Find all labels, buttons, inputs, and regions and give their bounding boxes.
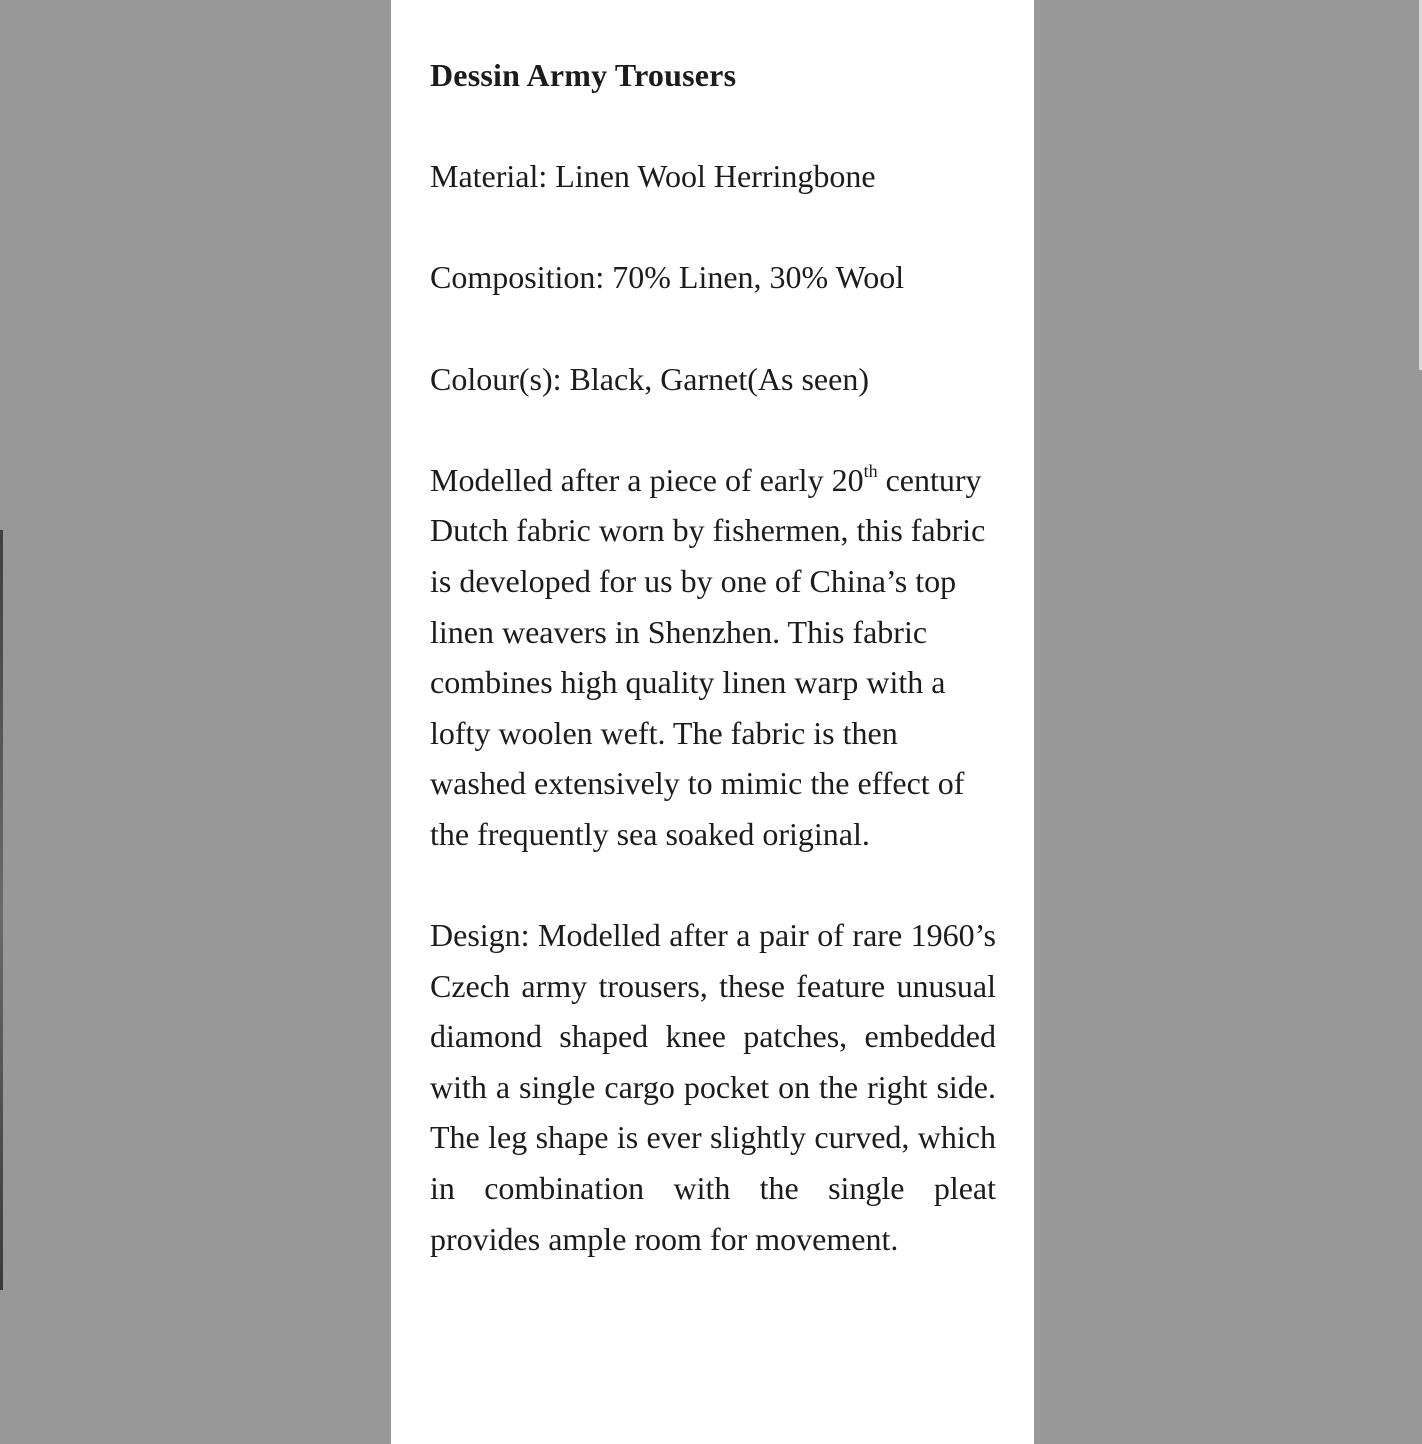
product-description: [430, 455, 996, 860]
product-title: Dessin Army Trousers: [430, 57, 737, 93]
product-design: Design: Modelled after a pair of rare 1960’s Czech army trousers, these feature unusual diamond shaped knee patches, embedded with a single cargo pocket on the right side. The leg shape is ever slightly curved, which in combination with the single pleat provides ample room for movement.: [430, 917, 996, 1257]
background-image-edge: [0, 530, 3, 1290]
product-composition: Composition: 70% Linen, 30% Wool: [430, 259, 905, 296]
description-start: Modelled after a piece of early 20: [430, 461, 864, 498]
product-material: Material: Linen Wool Herringbone: [430, 158, 876, 195]
product-details-panel: [391, 0, 1034, 1444]
description-rest: century Dutch fabric worn by fishermen, this fabric is developed for us by one of China’s top linen weavers in Shenzhen. This fabric combines high quality linen warp with a lofty woolen weft. The fabric is then washed extensively to mimic the effect of the frequently sea soaked original.: [430, 461, 986, 852]
description-superscript: th: [863, 460, 878, 481]
product-colours: Colour(s): Black, Garnet(As seen): [430, 360, 869, 397]
